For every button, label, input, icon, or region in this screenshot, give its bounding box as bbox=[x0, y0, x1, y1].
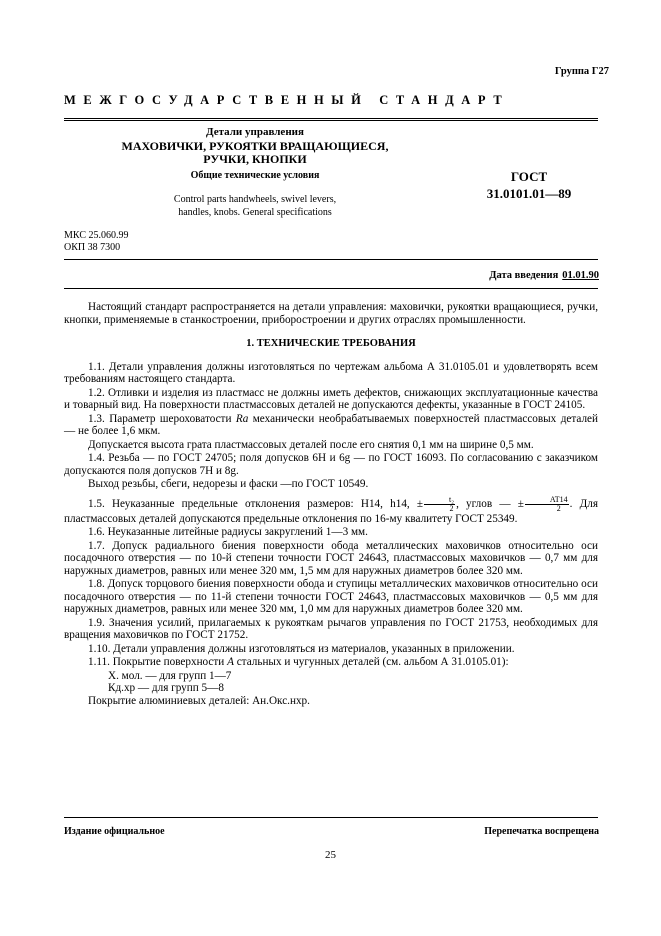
title-subject: Детали управления bbox=[206, 126, 304, 138]
intro-paragraph: Настоящий стандарт распространяется на детали управления: маховички, рукоятки вращающиеся, ручки, кнопки, применяемые в станкостроении, приборостроении и других отраслях промышленности. bbox=[64, 301, 598, 326]
group-label: Группа Г27 bbox=[554, 66, 609, 77]
section-heading: 1. ТЕХНИЧЕСКИЕ ТРЕБОВАНИЯ bbox=[246, 338, 416, 349]
reprint-prohibited-label: Перепечатка воспрещена bbox=[484, 826, 599, 837]
fraction-t2-over-2: $\frac{\text{t₂}}{2}$ bbox=[424, 496, 455, 513]
aluminium-coating: Покрытие алюминиевых деталей: Ан.Окс.нхр. bbox=[88, 694, 310, 707]
top-rule bbox=[64, 118, 598, 119]
title-english-2: handles, knobs. General specifications bbox=[178, 207, 332, 218]
surface-a-symbol: А bbox=[227, 656, 234, 668]
page-number: 25 bbox=[325, 849, 336, 861]
clause-1-9: 1.9. Значения усилий, прилагаемых к рукояткам рычагов управления по ГОСТ 21753, необходимых для вращения маховичков по ГОСТ 21752. bbox=[64, 616, 598, 641]
fraction-at14-over-2: $\frac{AT14}{2}$ bbox=[525, 496, 569, 513]
clause-1-8: 1.8. Допуск торцового биения поверхности обода и ступицы металлических маховичков относительно оси посадочного отверстия — по 11-й степени точности ГОСТ 24643, пластмассовых маховичков — 0,5 мм для наружных диаметров, равных или менее 320 мм, 1,0 мм для наружных диаметров более 320 мм. bbox=[64, 578, 598, 615]
clause-1-5: 1.5. Неуказанные предельные отклонения размеров: H14, h14, ± $\frac{\text{t₂}}{2}$ , углов — ± $\frac{AT14}{2}$ . Для пластмассовых деталей допускаются предельные отклонения по 16-му квалитету ГОСТ 25349. bbox=[64, 494, 598, 525]
date-label: Дата введения bbox=[489, 270, 559, 281]
standard-banner: МЕЖГОСУДАРСТВЕННЫЙ СТАНДАРТ bbox=[64, 93, 510, 107]
title-general: Общие технические условия bbox=[190, 170, 320, 181]
mks-code: МКС 25.060.99 bbox=[64, 230, 129, 241]
document-body bbox=[64, 301, 598, 708]
date-rule bbox=[64, 288, 598, 289]
gost-label: ГОСТ bbox=[510, 169, 548, 184]
okp-code: ОКП 38 7300 bbox=[64, 242, 121, 253]
title-line-2: РУЧКИ, КНОПКИ bbox=[203, 152, 307, 166]
clause-1-2: 1.2. Отливки и изделия из пластмасс не должны иметь дефектов, снижающих эксплуатационные качества и товарный вид. На поверхности пластмассовых деталей не допускаются дефекты, указанные в ГОСТ 24105. bbox=[64, 386, 598, 411]
title-english-1: Control parts handwheels, swivel levers, bbox=[173, 194, 337, 205]
clause-1-3-extra: Допускается высота грата пластмассовых деталей после его снятия 0,1 мм на ширине 0,5 мм. bbox=[88, 438, 534, 451]
clause-1-11: 1.11. Покрытие поверхности А стальных и чугунных деталей (см. альбом А 31.0105.01): bbox=[88, 656, 509, 668]
clause-1-10: 1.10. Детали управления должны изготовляться из материалов, указанных в приложении. bbox=[88, 642, 515, 655]
clause-1-7: 1.7. Допуск радиального биения поверхности обода металлических маховичков относительно оси посадочного отверстия — по 10-й степени точности ГОСТ 24643, пластмассовых маховичков — 0,7 мм для наружных диаметров, равных или менее 320 мм, 1,5 мм для наружных диаметров более 320 мм. bbox=[64, 539, 598, 577]
top-rule-secondary bbox=[64, 120, 598, 121]
coating-item-2: Кд.хр — для групп 5—8 bbox=[108, 682, 224, 694]
gost-designation bbox=[474, 168, 584, 202]
codes-rule bbox=[64, 259, 598, 260]
clause-1-4-extra: Выход резьбы, сбеги, недорезы и фаски —по ГОСТ 10549. bbox=[88, 478, 369, 490]
date-value: 01.01.90 bbox=[562, 270, 599, 281]
clause-1-3: 1.3. Параметр шероховатости Ra механически необрабатываемых поверхностей пластмассовых деталей — не более 1,6 мкм. bbox=[64, 412, 598, 437]
introduction-date bbox=[489, 270, 599, 281]
coating-item-1: Х. мол. — для групп 1—7 bbox=[108, 669, 232, 682]
clause-1-4: 1.4. Резьба — по ГОСТ 24705; поля допусков 6H и 6g — по ГОСТ 16093. По согласованию с заказчиком допускаются поля допусков 7H и 8g. bbox=[64, 452, 598, 477]
clause-1-6: 1.6. Неуказанные литейные радиусы закруглений 1—3 мм. bbox=[88, 526, 368, 538]
classification-codes bbox=[64, 230, 128, 254]
title-line-1: МАХОВИЧКИ, РУКОЯТКИ ВРАЩАЮЩИЕСЯ, bbox=[121, 139, 389, 153]
clause-1-1: 1.1. Детали управления должны изготовляться по чертежам альбома А 31.0105.01 и удовлетворять всем требованиям настоящего стандарта. bbox=[64, 360, 598, 385]
gost-number: 31.0101.01—89 bbox=[486, 186, 572, 201]
official-edition-label: Издание официальное bbox=[64, 826, 165, 837]
ra-symbol: Ra bbox=[235, 412, 249, 425]
footer-rule bbox=[64, 817, 598, 818]
